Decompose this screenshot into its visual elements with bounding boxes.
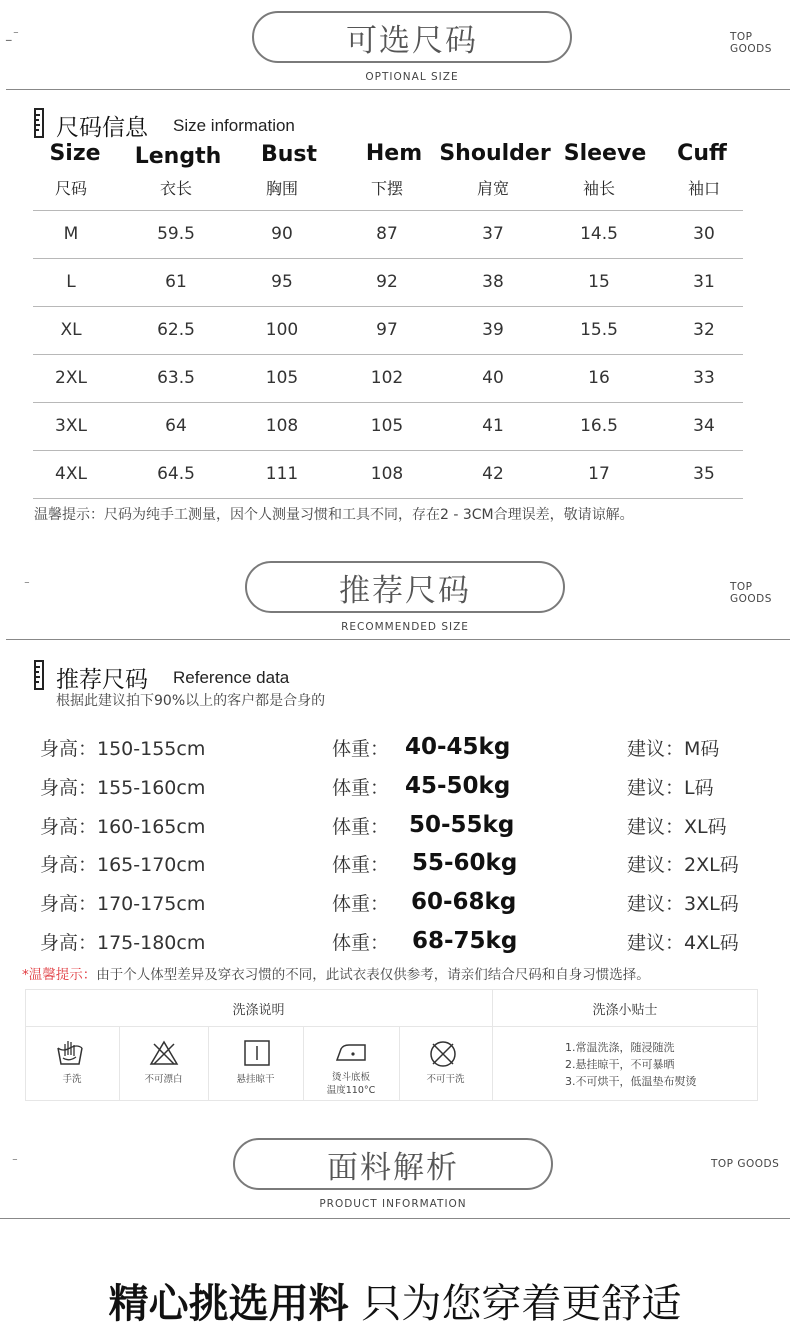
iron-caption <box>303 1071 399 1097</box>
reference-tip-body: 由于个人体型差异及穿衣习惯的不同，此试衣表仅供参考，请亲们结合尺码和自身习惯选择。 <box>96 967 650 983</box>
product-info-subtitle: PRODUCT INFORMATION <box>319 1198 467 1210</box>
wash-tip: 3.不可烘干，低温垫布熨烫 <box>565 1075 697 1088</box>
weight-label: 体重： <box>332 738 390 760</box>
table-cell: 15.5 <box>580 320 618 340</box>
weight-label: 体重： <box>332 932 390 954</box>
table-cell: 15 <box>588 272 610 292</box>
size-suggestion: 建议：XL码 <box>627 816 727 838</box>
table-cell: M <box>63 224 79 244</box>
hang-dry-icon <box>243 1039 271 1067</box>
no-dry-clean-icon <box>428 1039 458 1069</box>
table-divider <box>33 306 743 307</box>
weight-label: 体重： <box>332 854 390 876</box>
table-divider <box>33 258 743 259</box>
height-range: 身高：160-165cm <box>40 816 206 838</box>
col-header-hem-cn: 下摆 <box>370 179 403 198</box>
reference-subtitle: 根据此建议拍下90%以上的客户都是合身的 <box>56 693 326 709</box>
table-cell: 41 <box>482 416 504 436</box>
table-cell: 34 <box>693 416 715 436</box>
no-bleach-caption: 不可漂白 <box>144 1074 183 1085</box>
weight-range: 55-60kg <box>412 850 518 876</box>
table-divider <box>33 450 743 451</box>
divider <box>6 639 790 640</box>
wash-divider <box>119 1026 120 1101</box>
table-cell: 62.5 <box>157 320 195 340</box>
col-header-length: Length <box>134 144 222 169</box>
no-dry-clean-caption: 不可干洗 <box>426 1074 465 1085</box>
weight-range: 50-55kg <box>409 812 515 838</box>
size-suggestion: 建议：2XL码 <box>627 854 739 876</box>
table-cell: 14.5 <box>580 224 618 244</box>
table-cell: 38 <box>482 272 504 292</box>
weight-label: 体重： <box>332 893 390 915</box>
col-header-hem: Hem <box>365 141 423 166</box>
table-cell: 59.5 <box>157 224 195 244</box>
table-cell: 42 <box>482 464 504 484</box>
table-cell: 16 <box>588 368 610 388</box>
table-cell: 105 <box>265 368 299 388</box>
height-range: 身高：155-160cm <box>40 777 206 799</box>
col-header-sleeve-cn: 袖长 <box>582 179 615 198</box>
divider <box>6 89 790 90</box>
table-cell: 30 <box>693 224 715 244</box>
height-range: 身高：170-175cm <box>40 893 206 915</box>
col-header-shoulder-cn: 肩宽 <box>476 179 509 198</box>
col-header-sleeve: Sleeve <box>563 141 647 166</box>
table-divider <box>33 210 743 211</box>
size-suggestion: 建议：4XL码 <box>627 932 739 954</box>
weight-range: 40-45kg <box>405 734 511 760</box>
wash-divider <box>208 1026 209 1101</box>
col-header-bust-cn: 胸围 <box>265 179 298 198</box>
size-suggestion: 建议：3XL码 <box>627 893 739 915</box>
table-divider <box>33 354 743 355</box>
height-range: 身高：175-180cm <box>40 932 206 954</box>
table-cell: 35 <box>693 464 715 484</box>
table-cell: 3XL <box>55 416 87 436</box>
wash-tips-title: 洗涤小贴士 <box>592 1003 658 1018</box>
hang-dry-caption: 悬挂晾干 <box>236 1074 275 1085</box>
banner-mark: _ ⁻ <box>6 28 18 41</box>
col-header-cuff: Cuff <box>677 141 727 166</box>
weight-range: 45-50kg <box>405 773 511 799</box>
ruler-icon <box>34 660 44 690</box>
table-cell: 64.5 <box>157 464 195 484</box>
col-header-length-cn: 衣长 <box>159 179 192 198</box>
table-cell: 92 <box>376 272 398 292</box>
height-range: 身高：150-155cm <box>40 738 206 760</box>
optional-size-title: 可选尺码 <box>252 11 572 63</box>
col-header-cuff-cn: 袖口 <box>687 179 720 198</box>
weight-range: 68-75kg <box>412 928 518 954</box>
table-cell: 95 <box>271 272 293 292</box>
iron-icon <box>335 1041 369 1063</box>
table-cell: 39 <box>482 320 504 340</box>
banner-mark: ⁻ <box>12 1155 17 1168</box>
top-goods-label: TOP GOODS <box>730 31 772 55</box>
hand-wash-caption: 手洗 <box>62 1074 82 1085</box>
table-divider <box>33 402 743 403</box>
table-divider <box>33 498 743 499</box>
reference-heading-en: Reference data <box>173 668 290 687</box>
table-cell: 108 <box>265 416 299 436</box>
table-cell: 100 <box>265 320 299 340</box>
divider <box>0 1218 790 1219</box>
col-header-bust: Bust <box>260 142 318 167</box>
table-cell: 40 <box>482 368 504 388</box>
wash-divider <box>399 1026 400 1101</box>
table-cell: 17 <box>588 464 610 484</box>
weight-label: 体重： <box>332 777 390 799</box>
size-suggestion: 建议：M码 <box>627 738 720 760</box>
table-cell: 102 <box>370 368 404 388</box>
table-cell: XL <box>60 320 82 340</box>
product-info-title: 面料解析 <box>233 1138 553 1190</box>
table-cell: 111 <box>265 464 299 484</box>
hand-wash-icon <box>55 1038 85 1066</box>
size-suggestion: 建议：L码 <box>627 777 714 799</box>
slogan-bold: 精心挑选用料 <box>108 1281 349 1327</box>
wash-tip: 1.常温洗涤，随浸随洗 <box>565 1041 675 1054</box>
table-cell: 4XL <box>55 464 87 484</box>
table-cell: 33 <box>693 368 715 388</box>
table-cell: 16.5 <box>580 416 618 436</box>
col-header-size-cn: 尺码 <box>54 179 87 198</box>
recommended-size-title: 推荐尺码 <box>245 561 565 613</box>
wash-tips-list <box>565 1039 697 1090</box>
reference-heading: 推荐尺码 <box>56 667 148 693</box>
table-cell: 37 <box>482 224 504 244</box>
table-cell: 108 <box>370 464 404 484</box>
table-cell: 64 <box>165 416 187 436</box>
height-range: 身高：165-170cm <box>40 854 206 876</box>
size-tip: 温馨提示：尺码为纯手工测量，因个人测量习惯和工具不同，存在2 - 3CM合理误差，敬请谅解。 <box>34 507 634 523</box>
table-cell: 97 <box>376 320 398 340</box>
optional-size-subtitle: OPTIONAL SIZE <box>365 71 459 83</box>
table-cell: 90 <box>271 224 293 244</box>
top-goods-label: TOP GOODS <box>711 1158 780 1170</box>
wash-tip: 2.悬挂晾干，不可暴晒 <box>565 1058 675 1071</box>
banner-mark: ⁻ <box>24 578 29 591</box>
size-info-heading: 尺码信息 <box>56 115 148 141</box>
table-cell: L <box>66 272 76 292</box>
wash-divider <box>25 1026 758 1027</box>
ruler-icon <box>34 108 44 138</box>
table-cell: 31 <box>693 272 715 292</box>
col-header-size: Size <box>49 141 101 166</box>
table-cell: 63.5 <box>157 368 195 388</box>
reference-tip <box>22 963 650 983</box>
top-goods-label: TOP GOODS <box>730 581 772 605</box>
no-bleach-icon <box>149 1040 179 1066</box>
iron-caption-line2: 温度110°C <box>326 1085 376 1096</box>
reference-tip-prefix: *温馨提示： <box>22 967 97 983</box>
slogan <box>0 1272 790 1329</box>
table-cell: 87 <box>376 224 398 244</box>
col-header-shoulder: Shoulder <box>439 141 551 166</box>
slogan-rest: 只为您穿着更舒适 <box>348 1281 682 1327</box>
table-cell: 61 <box>165 272 187 292</box>
table-cell: 105 <box>370 416 404 436</box>
wash-title: 洗涤说明 <box>232 1003 285 1018</box>
size-info-heading-en: Size information <box>173 116 295 135</box>
table-cell: 32 <box>693 320 715 340</box>
weight-label: 体重： <box>332 816 390 838</box>
iron-caption-line1: 烫斗底板 <box>331 1072 370 1083</box>
table-cell: 2XL <box>55 368 87 388</box>
weight-range: 60-68kg <box>411 889 517 915</box>
recommended-size-subtitle: RECOMMENDED SIZE <box>341 621 469 633</box>
